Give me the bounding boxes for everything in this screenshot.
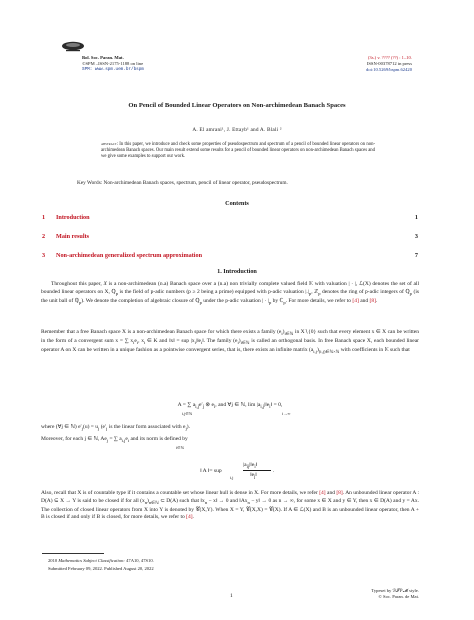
citation-link[interactable]: [8] <box>369 297 376 304</box>
text-run: e <box>134 337 137 344</box>
text-run: ) <box>316 346 319 353</box>
footnote-rule <box>42 553 104 554</box>
text-run: ⊂ D(A) such that ‖x <box>158 497 205 504</box>
contents-heading: Contents <box>225 200 249 207</box>
math-run: |‖e <box>249 462 255 468</box>
math-run: i <box>213 405 216 411</box>
text-run: ‖. The family (e <box>202 337 238 344</box>
text-run: p <box>115 290 118 296</box>
text-run: (i,j)∈ℕ×ℕ <box>318 348 340 354</box>
section-heading: 1. Introduction <box>217 268 257 275</box>
text-run: . <box>192 514 194 521</box>
limit-index: i→∞ <box>282 411 291 416</box>
text-run: 47A10, 47S10. <box>124 558 154 563</box>
text-run: and <box>325 490 337 496</box>
text-run: with coefficients in 𝕂 such that <box>339 346 410 353</box>
text-run: and its norm is defined by <box>129 436 188 442</box>
math-run: i,j <box>230 475 234 480</box>
text-run: p <box>268 299 272 305</box>
toc-number: 1 <box>42 214 46 221</box>
math-run: ‖e <box>250 472 255 478</box>
abstract <box>101 142 375 161</box>
text-run: i∈ℕ <box>284 331 294 337</box>
math-run: . <box>273 468 275 474</box>
toc-page: 7 <box>414 252 418 259</box>
text-run: p <box>318 290 321 296</box>
math-run: ‖ <box>255 462 258 468</box>
text-run: |‖e <box>195 337 201 344</box>
text-run: i <box>200 339 203 345</box>
footnote-submitted: Submitted February 09, 2022. Published August 20, 2022 <box>48 566 154 571</box>
text-run: i <box>133 339 135 345</box>
typeset-line: Typeset by ℬ𝒮ℙ𝓜 style. <box>371 588 419 593</box>
text-run: is a non-archimedean (n.a) Banach space over a (n.a) non trivially complete valued field 𝕂 with valuation | · |, ℒ(X) denotes the set of all bounded linear operators on X, ℚ <box>41 281 419 295</box>
doi-link[interactable]: doi:10.5269/bspm.62420 <box>366 67 412 72</box>
equation <box>41 402 419 410</box>
text-run: j <box>98 426 100 432</box>
toc-title: Non-archimedean generalized spectrum approximation <box>56 252 203 259</box>
text-run: j <box>106 426 108 432</box>
journal-header <box>80 55 412 85</box>
math-run: i <box>269 405 271 411</box>
text-run: , ℤ <box>311 288 319 295</box>
citation-link[interactable]: [4] <box>186 514 193 521</box>
paper-authors: A. El amrani¹, J. Ettayb¹ and A. Blali ² <box>192 127 282 133</box>
text-run: (e′ <box>99 424 107 430</box>
text-run: n∈ℕ <box>148 499 159 505</box>
math-run: i,j <box>195 405 199 411</box>
text-run: Moreover, for each j ∈ ℕ, Ae <box>41 436 107 442</box>
math-run: ij <box>246 465 250 471</box>
text-run: i <box>281 331 283 337</box>
text-run: i <box>194 339 196 345</box>
math-run: ‖ = 0, <box>270 402 283 408</box>
text-run: p <box>409 290 412 296</box>
text-run: j <box>81 426 84 432</box>
text-run: p <box>199 299 202 305</box>
text-run: (u) = u <box>83 424 99 430</box>
text-run: ) <box>282 329 285 335</box>
text-run: p <box>283 299 286 305</box>
math-run: , and ∀j ∈ ℕ, lim |a <box>215 402 261 408</box>
journal-name: Bol. Soc. Paran. Mat. <box>82 55 124 60</box>
math-run: j <box>254 475 256 481</box>
text-run: Throughout this paper, <box>51 281 104 287</box>
copyright-line: © Soc. Paran. de Mat. <box>378 594 419 599</box>
text-run: X <box>103 281 107 287</box>
text-run: − y‖ → 0 as n → ∞, for some x ∈ X and y ∈ Y, then x ∈ D(A) and y = Ax. The collection of closed linear operators from X into Y is denoted by 𝒞(X,Y). When X = Y, 𝒞(X,X) = 𝒞(X). If A ∈ ℒ(X) and B is an unbounded linear operator, then A + B is closed if and only if B is closed, for more details, we refer to <box>41 497 419 521</box>
abstract-text: In this paper, we introduce and check some properties of pseudospectrum and spectrum of a pencil of bounded linear operators on non-archimedean Banach spaces. Our main result extend some results for a pencil of bounded linear operators on non-archimedean Banach spaces and we give some examples to support our work. <box>101 142 375 160</box>
text-run: where (∀j ∈ ℕ) e′ <box>41 424 82 430</box>
text-run: in X∖{0} such that every element x ∈ X can be written in the form of a convergent sum <box>41 329 419 344</box>
text-run: ). We denote the completion of algebraic closure of ℚ <box>81 297 200 304</box>
text-run: n <box>204 499 208 505</box>
math-run: ⊗ e <box>204 402 214 408</box>
text-run: 2010 <box>48 558 59 563</box>
fraction-numerator <box>243 462 257 470</box>
text-run: ). <box>186 424 190 430</box>
citation-link[interactable]: [8] <box>336 490 343 496</box>
fraction-denominator <box>250 472 257 480</box>
toc-page: 1 <box>414 214 418 221</box>
text-run: Mathematics Subject Classification: <box>58 558 125 563</box>
paragraph <box>41 281 419 307</box>
sum-index: i,j∈ℕ <box>182 411 193 416</box>
math-run: A = ∑ a <box>177 402 196 408</box>
issue-info <box>366 55 412 73</box>
text-run: under the p-adic valuation | · | <box>201 297 269 304</box>
paragraph <box>41 436 419 445</box>
math-run: |a <box>243 462 247 468</box>
paragraph <box>41 490 419 522</box>
text-run: = ∑ a <box>108 436 122 442</box>
math-run: e′ <box>199 402 203 408</box>
text-run: n <box>144 499 148 505</box>
text-run: p <box>78 299 82 305</box>
norm-equation <box>200 462 290 484</box>
text-run: i <box>144 339 146 345</box>
toc-number: 2 <box>42 233 46 240</box>
toc-page: 3 <box>414 233 418 240</box>
text-run: by ℂ <box>271 297 284 304</box>
footnote-msc <box>48 558 378 564</box>
text-run: Also, recall that X is of countable type if it contains a countable set whose linear hull is dense in X. For more details, we refer <box>41 490 320 496</box>
journal-issn: ©SPM –ISSN-2175-1188 on line <box>82 61 144 66</box>
text-run: . For more details, we refer to <box>285 297 353 304</box>
keywords: Key Words: Non-archimedean Banach spaces, spectrum, pencil of linear operator, pseudospectrum. <box>77 180 288 186</box>
text-run: Remember that a free Banach space X is a non-archimedean Banach space for which there exists a family (e <box>41 329 282 335</box>
math-run: i <box>254 465 256 471</box>
paragraph <box>41 424 419 433</box>
text-run: ) <box>238 337 241 344</box>
paper-title: On Pencil of Bounded Linear Operators on Non-archimedean Banach Spaces <box>128 102 346 109</box>
journal-url[interactable]: SPM: www.spm.uem.br/bspm <box>82 67 144 72</box>
text-run: i <box>237 339 239 345</box>
text-run: e <box>125 436 128 442</box>
text-run: . An unbounded linear operator A : D(A) ⊆ X → Y is said to be closed if for all (x <box>41 490 419 504</box>
text-run: and <box>358 297 370 304</box>
citation-link[interactable]: [4] <box>352 297 359 304</box>
text-run: i,j <box>313 348 317 354</box>
text-run: ∈ K and ‖x‖ = sup |x <box>145 337 195 344</box>
volume-info: (3s.) v. ???? (??) : 1–10. <box>367 55 412 60</box>
fraction-bar <box>243 470 271 471</box>
issn-press: ISSN-00378712 in press <box>366 61 412 66</box>
text-run: j <box>185 426 187 432</box>
toc-number: 3 <box>42 252 46 259</box>
page-number: 1 <box>230 593 233 599</box>
text-run: is the field of p-adic numbers (p ≥ 2 being a prime) equipped with p-adic valuation |.| <box>117 288 309 295</box>
text-run: i <box>127 438 130 444</box>
text-run: i∈ℕ <box>240 339 250 345</box>
math-run: ‖ <box>255 472 257 478</box>
typeset-note <box>371 588 419 600</box>
text-run: . <box>375 297 378 304</box>
abstract-label: abstract: <box>101 142 118 147</box>
math-run: i,j <box>260 405 265 411</box>
text-run: j <box>106 438 109 444</box>
toc-title: Introduction <box>56 214 90 221</box>
text-run: ) <box>147 497 149 504</box>
sum-index: i∈ℕ <box>176 445 185 450</box>
text-run: (is the unit ball of ℚ <box>41 288 419 304</box>
citation-link[interactable]: [4] <box>319 490 326 496</box>
text-run: n <box>247 499 250 505</box>
text-run: i <box>136 339 139 345</box>
text-run: denotes the ring of p-adic integers of ℚ <box>320 288 410 295</box>
math-run: |‖e <box>264 402 270 408</box>
text-run: , x <box>138 337 145 344</box>
text-run: i,j <box>121 438 126 444</box>
toc-title: Main results <box>56 233 90 240</box>
journal-info <box>82 55 144 73</box>
paragraph <box>41 329 419 356</box>
text-run: is called an orthogonal basis. In free Banach space X, each bounded linear operator A on X can be written in a unique fashion as a pointwise convergent series, that is, there exists an infinite matrix (a <box>41 337 420 353</box>
text-run: p <box>308 290 312 296</box>
journal-logo <box>60 40 86 54</box>
math-run: j <box>202 405 205 411</box>
math-run: ‖ A ‖= sup <box>200 468 222 474</box>
text-run: − x‖ → 0 and ‖Ax <box>207 497 248 504</box>
text-run: x = ∑ x <box>115 337 134 344</box>
text-run: is the linear form associated with e <box>107 424 186 430</box>
